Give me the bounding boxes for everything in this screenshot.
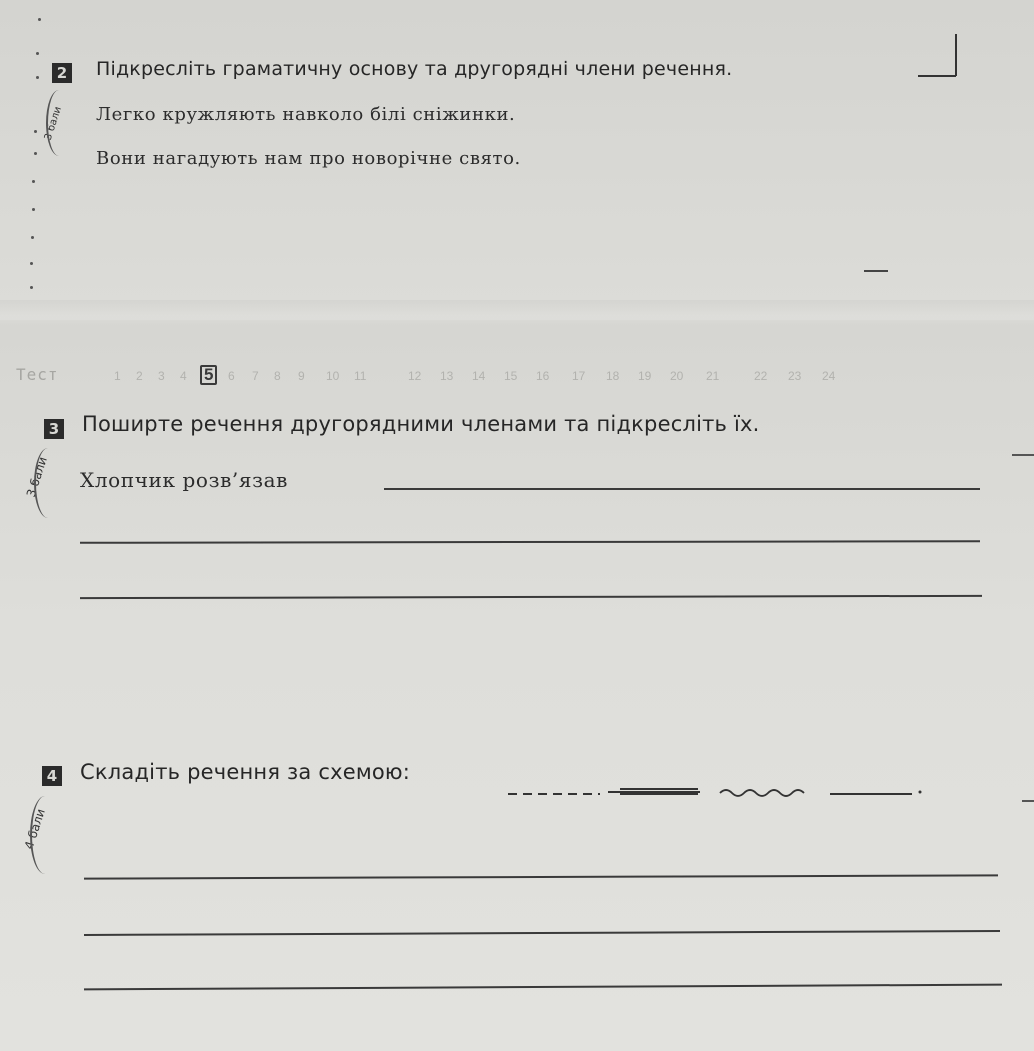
answer-line[interactable] [384, 488, 980, 490]
task-2-title: Підкресліть граматичну основу та другорядні члени речення. [96, 58, 733, 80]
margin-dot [30, 262, 33, 265]
score-box-mark [955, 34, 957, 76]
score-box-mark [918, 75, 956, 77]
test-number: 10 [326, 369, 340, 383]
test-number: 13 [440, 369, 454, 383]
task-3-points-arc [34, 448, 62, 518]
task-2-sentence-2: Вони нагадують нам про новорічне свято. [96, 148, 521, 169]
test-number: 17 [572, 369, 586, 383]
task-4-number: 4 [42, 766, 62, 786]
test-number: 6 [228, 369, 235, 383]
test-number: 1 [114, 369, 121, 383]
margin-dot [36, 52, 39, 55]
answer-line[interactable] [80, 540, 980, 544]
task-3-points: 3 бали [23, 455, 50, 499]
test-number: 12 [408, 369, 422, 383]
edge-mark [1022, 800, 1034, 802]
test-number: 19 [638, 369, 652, 383]
task-2-sentence-1: Легко кружляють навколо білі сніжинки. [96, 104, 516, 125]
score-dash [864, 270, 888, 272]
answer-line[interactable] [84, 984, 1002, 991]
task-4-title: Складіть речення за схемою: [80, 760, 411, 784]
answer-line[interactable] [84, 874, 998, 879]
margin-dot [34, 130, 37, 133]
test-number: 14 [472, 369, 486, 383]
margin-dot [36, 76, 39, 79]
test-number: 20 [670, 369, 684, 383]
test-number: 9 [298, 369, 305, 383]
test-number: 11 [354, 369, 367, 383]
margin-dot [38, 18, 41, 21]
sentence-scheme [508, 786, 928, 800]
test-number: 3 [158, 369, 165, 383]
task-3-number: 3 [44, 419, 64, 439]
test-number: 18 [606, 369, 620, 383]
test-number: 23 [788, 369, 802, 383]
task-3-sentence-start: Хлопчик розв’язав [80, 468, 289, 492]
edge-mark [1012, 454, 1034, 456]
margin-dot [34, 152, 37, 155]
test-number: 21 [706, 369, 720, 383]
task-4-points: 4 бали [21, 807, 48, 851]
margin-dot [31, 236, 34, 239]
task-2-points: 3 бали [42, 105, 64, 142]
scheme-object-line [830, 791, 922, 795]
test-number: 15 [504, 369, 518, 383]
margin-dot [32, 208, 35, 211]
test-number: 2 [136, 369, 143, 383]
test-number: 24 [822, 369, 836, 383]
test-number: 4 [180, 369, 187, 383]
task-3-title: Поширте речення другорядними членами та підкресліть їх. [82, 412, 760, 436]
page-fold [0, 300, 1034, 320]
task-2-points-arc [46, 90, 72, 156]
task-4-points-arc [30, 796, 60, 874]
margin-dot [30, 286, 33, 289]
answer-line[interactable] [84, 930, 1000, 936]
margin-dot [32, 180, 35, 183]
scheme-wavy-line [720, 790, 804, 796]
test-number: 7 [252, 369, 259, 383]
test-number: 16 [536, 369, 550, 383]
test-number-active: 5 [200, 365, 217, 385]
task-2-number: 2 [52, 63, 72, 83]
answer-line[interactable] [80, 595, 982, 599]
test-number: 8 [274, 369, 281, 383]
test-label: Тест [16, 365, 59, 384]
test-number: 22 [754, 369, 768, 383]
